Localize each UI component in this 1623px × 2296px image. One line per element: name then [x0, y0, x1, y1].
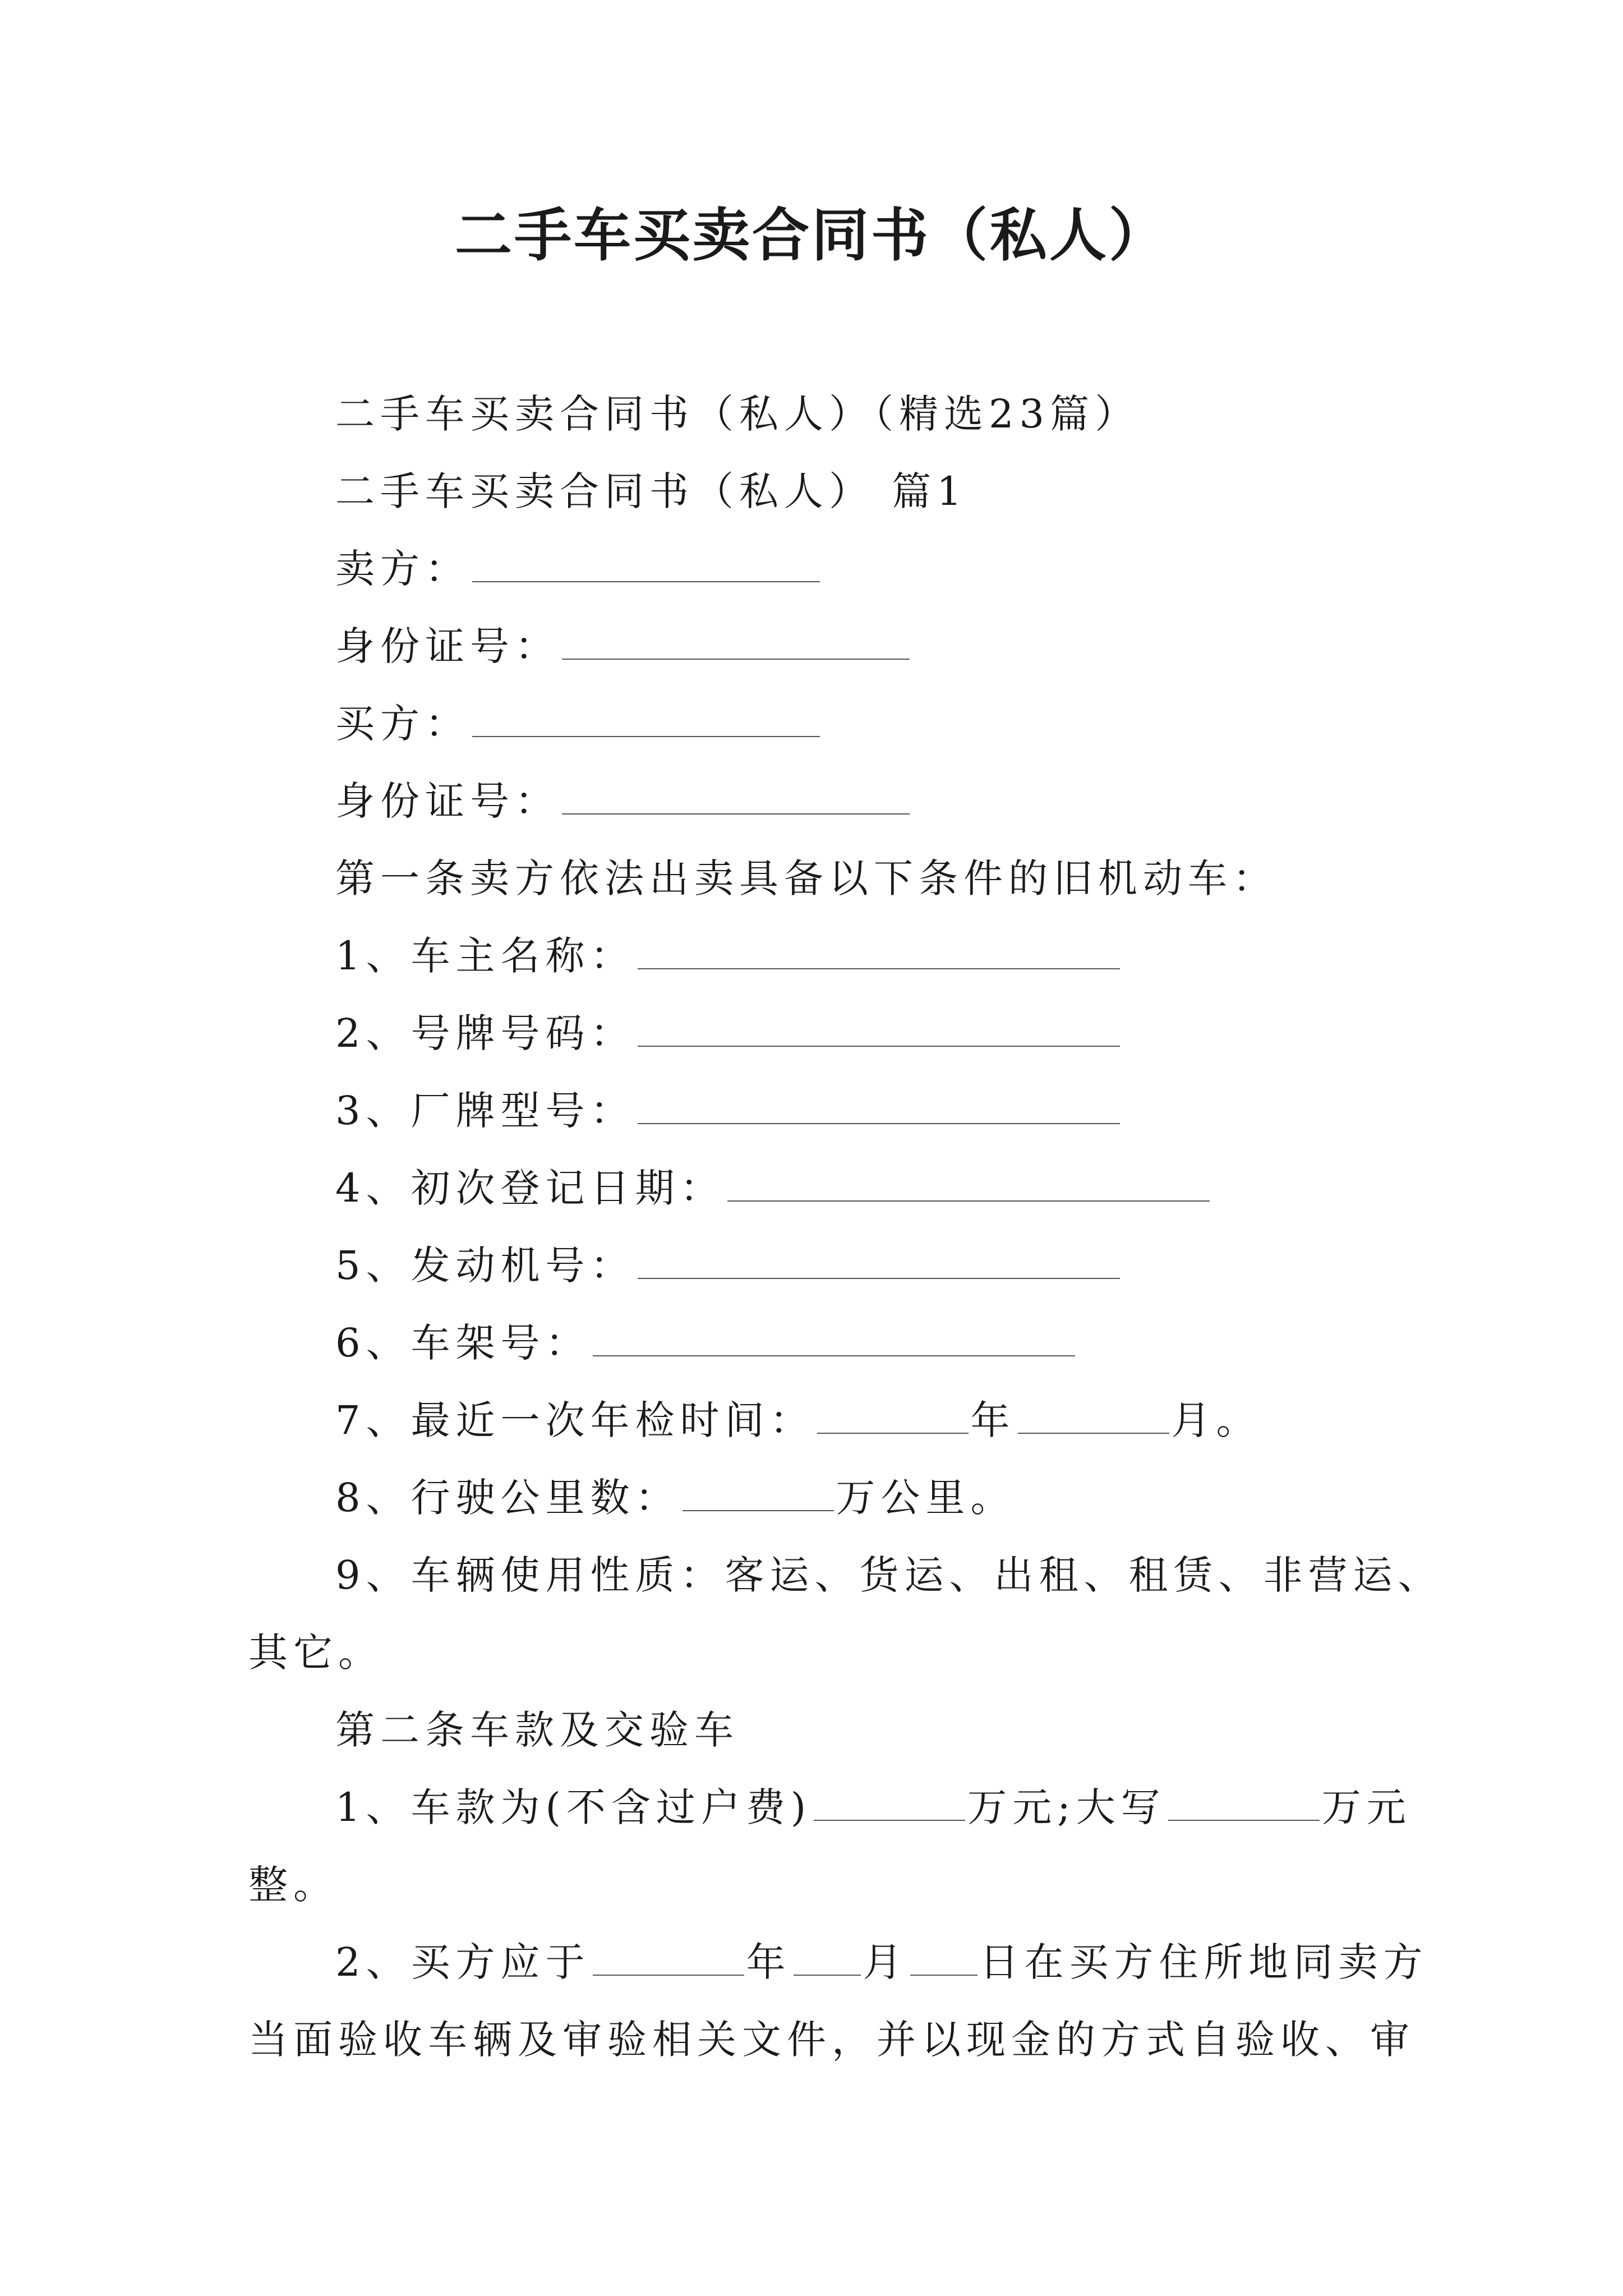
- usage-type-line: 9、车辆使用性质：客运、货运、出租、租赁、非营运、: [335, 1552, 1443, 1598]
- buyer-blank: [472, 701, 820, 737]
- owner-name-field: [335, 929, 1122, 983]
- buyer-field: [335, 697, 822, 751]
- inspection-month-blank: [1018, 1398, 1169, 1434]
- handover-label: 2、买方应于: [335, 1939, 591, 1985]
- price-field: [335, 1780, 1412, 1834]
- owner-name-label: 1、车主名称：: [335, 933, 635, 979]
- price-blank: [814, 1785, 965, 1821]
- owner-name-blank: [638, 933, 1120, 969]
- mileage-field: [335, 1471, 1016, 1525]
- seller-id-blank: [562, 624, 910, 660]
- price-label: 1、车款为(不含过户费): [335, 1784, 812, 1830]
- chassis-number-label: 6、车架号：: [335, 1320, 591, 1366]
- chassis-number-field: [335, 1316, 1077, 1370]
- month-text: 月。: [1171, 1397, 1261, 1443]
- buyer-id-field: [335, 774, 912, 828]
- buyer-id-blank: [562, 779, 910, 815]
- section-heading: 二手车买卖合同书（私人） 篇1: [335, 468, 967, 514]
- handover-year-text: 年: [746, 1939, 791, 1985]
- handover-month-text: 月: [863, 1939, 908, 1985]
- engine-number-blank: [638, 1243, 1120, 1279]
- usage-type-line-cont: 其它。: [248, 1630, 383, 1676]
- year-text: 年: [970, 1397, 1016, 1443]
- seller-label: 卖方：: [335, 546, 470, 592]
- plate-number-blank: [638, 1011, 1120, 1047]
- registration-date-blank: [727, 1166, 1210, 1202]
- mileage-unit: 万公里。: [836, 1475, 1016, 1521]
- buyer-id-label: 身份证号：: [335, 778, 560, 824]
- price-unit-uppercase: 万元;大写: [967, 1784, 1166, 1830]
- price-uppercase-blank: [1168, 1785, 1320, 1821]
- article-one-heading: 第一条卖方依法出卖具备以下条件的旧机动车：: [335, 855, 1278, 901]
- model-blank: [638, 1088, 1120, 1124]
- seller-id-label: 身份证号：: [335, 623, 560, 669]
- registration-date-label: 4、初次登记日期：: [335, 1165, 725, 1211]
- model-label: 3、厂牌型号：: [335, 1088, 635, 1134]
- chassis-number-blank: [593, 1320, 1075, 1356]
- inspection-year-blank: [817, 1398, 969, 1434]
- seller-field: [335, 542, 822, 596]
- plate-number-field: [335, 1006, 1122, 1060]
- registration-date-field: [335, 1161, 1212, 1215]
- plate-number-label: 2、号牌号码：: [335, 1010, 635, 1056]
- seller-id-field: [335, 619, 912, 673]
- handover-date-field: [335, 1935, 1428, 1989]
- inspection-date-field: [335, 1393, 1261, 1447]
- buyer-label: 买方：: [335, 701, 470, 747]
- subtitle-line: 二手车买卖合同书（私人）（精选23篇）: [335, 391, 1140, 437]
- document-title: 二手车买卖合同书（私人）: [455, 202, 1168, 269]
- price-line-cont: 整。: [248, 1862, 338, 1908]
- article-two-heading: 第二条车款及交验车: [335, 1707, 739, 1753]
- handover-day-blank: [910, 1940, 978, 1976]
- seller-blank: [472, 546, 820, 582]
- handover-year-blank: [593, 1940, 744, 1976]
- engine-number-field: [335, 1239, 1122, 1292]
- handover-month-blank: [794, 1940, 861, 1976]
- mileage-label: 8、行驶公里数：: [335, 1475, 680, 1521]
- handover-line-cont: 当面验收车辆及审验相关文件，并以现金的方式自验收、审: [248, 2017, 1415, 2063]
- inspection-date-label: 7、最近一次年检时间：: [335, 1397, 815, 1443]
- mileage-blank: [683, 1475, 834, 1511]
- engine-number-label: 5、发动机号：: [335, 1243, 635, 1289]
- price-unit: 万元: [1321, 1784, 1412, 1830]
- handover-rest: 日在买方住所地同卖方: [979, 1939, 1428, 1985]
- model-field: [335, 1084, 1122, 1138]
